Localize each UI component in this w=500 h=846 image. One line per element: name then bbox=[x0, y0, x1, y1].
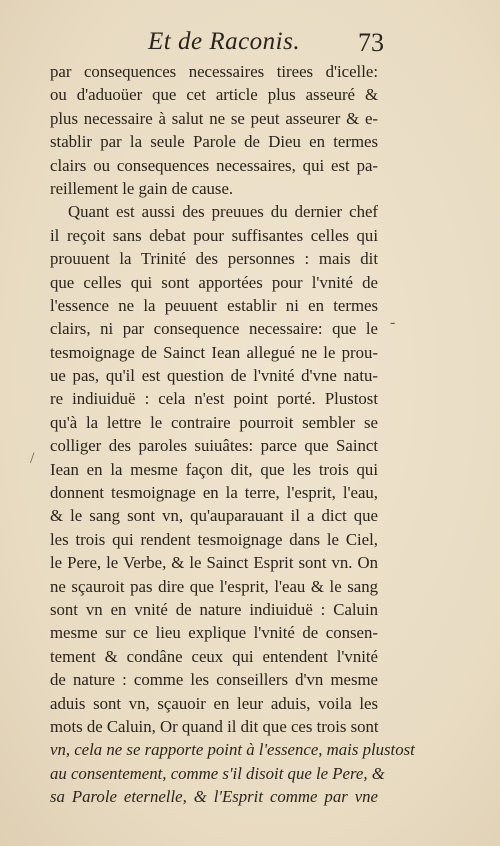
text-line: sont vn en vnité de nature indiuiduë : Caluin bbox=[50, 599, 378, 619]
text-line: mots de Caluin, Or quand il dit que ces trois sont bbox=[50, 716, 379, 736]
text-line: il reçoit sans debat pour suffisantes celles qui bbox=[50, 225, 378, 245]
text-line: clairs, ni par consequence necessaire: que le bbox=[50, 319, 378, 339]
text-line: Quant est aussi des preuues du dernier chef bbox=[68, 202, 378, 222]
text-line: de nature : comme les conseillers d'vn mesme bbox=[50, 670, 378, 690]
text-line: mesme sur ce lieu explique l'vnité de consen- bbox=[50, 623, 378, 643]
text-line: & le sang sont vn, qu'auparauant il a dict que bbox=[50, 506, 378, 526]
text-line: par consequences necessaires tirees d'icelle: bbox=[50, 62, 378, 81]
text-line: stablir par la seule Parole de Dieu en termes bbox=[50, 132, 378, 152]
margin-mark: / bbox=[30, 450, 35, 467]
text-line-italic: sa Parole eternelle, & l'Esprit comme par vne bbox=[50, 787, 378, 807]
text-line: prouuent la Trinité des personnes : mais dit bbox=[50, 249, 378, 269]
text-line: l'essence ne la peuuent establir ni en termes bbox=[50, 295, 378, 315]
text-line: ou d'aduoüer que cet article plus asseuré & bbox=[50, 85, 378, 105]
text-line: le Pere, le Verbe, & le Sainct Esprit sont vn. On bbox=[50, 553, 378, 573]
text-line: que celles qui sont apportées pour l'vnité de bbox=[50, 272, 378, 292]
text-line: ne sçauroit pas dire que l'esprit, l'eau & le sang bbox=[50, 576, 378, 596]
page-number: 73 bbox=[358, 28, 384, 57]
text-line: re indiuiduë : cela n'est point porté. Plustost bbox=[50, 389, 378, 409]
margin-mark: - bbox=[390, 314, 396, 331]
text-line: ue pas, qu'il est question de l'vnité d'vne natu- bbox=[50, 366, 378, 386]
text-line: aduis sont vn, sçauoir en leur aduis, voila les bbox=[50, 693, 378, 713]
text-line: clairs ou consequences necessaires, qui est pa- bbox=[50, 155, 378, 175]
text-line: tement & condâne ceux qui entendent l'vnité bbox=[50, 646, 378, 666]
text-line-italic: au consentement, comme s'il disoit que le Pere, & bbox=[50, 763, 385, 783]
text-line: Iean en la mesme façon dit, que les trois qui bbox=[50, 459, 378, 479]
body-text bbox=[50, 60, 415, 809]
text-line: les trois qui rendent tesmoignage dans le Ciel, bbox=[50, 529, 378, 549]
text-line-italic: vn, cela ne se rapporte point à l'essence, mais plustost bbox=[50, 740, 415, 760]
running-title: Et de Raconis. bbox=[148, 28, 301, 55]
page-header bbox=[0, 28, 500, 62]
text-line: donnent tesmoignage en la terre, l'esprit, l'eau, bbox=[50, 483, 378, 503]
text-line: tesmoignage de Sainct Iean allegué ne le prou- bbox=[50, 342, 378, 362]
text-line: qu'à la lettre le contraire pourroit sembler se bbox=[50, 412, 378, 432]
text-line: reillement le gain de cause. bbox=[50, 178, 234, 198]
text-line: plus necessaire à salut ne se peut asseurer & e- bbox=[50, 108, 378, 128]
text-line: colliger des paroles suiuâtes: parce que Sainct bbox=[50, 436, 378, 456]
